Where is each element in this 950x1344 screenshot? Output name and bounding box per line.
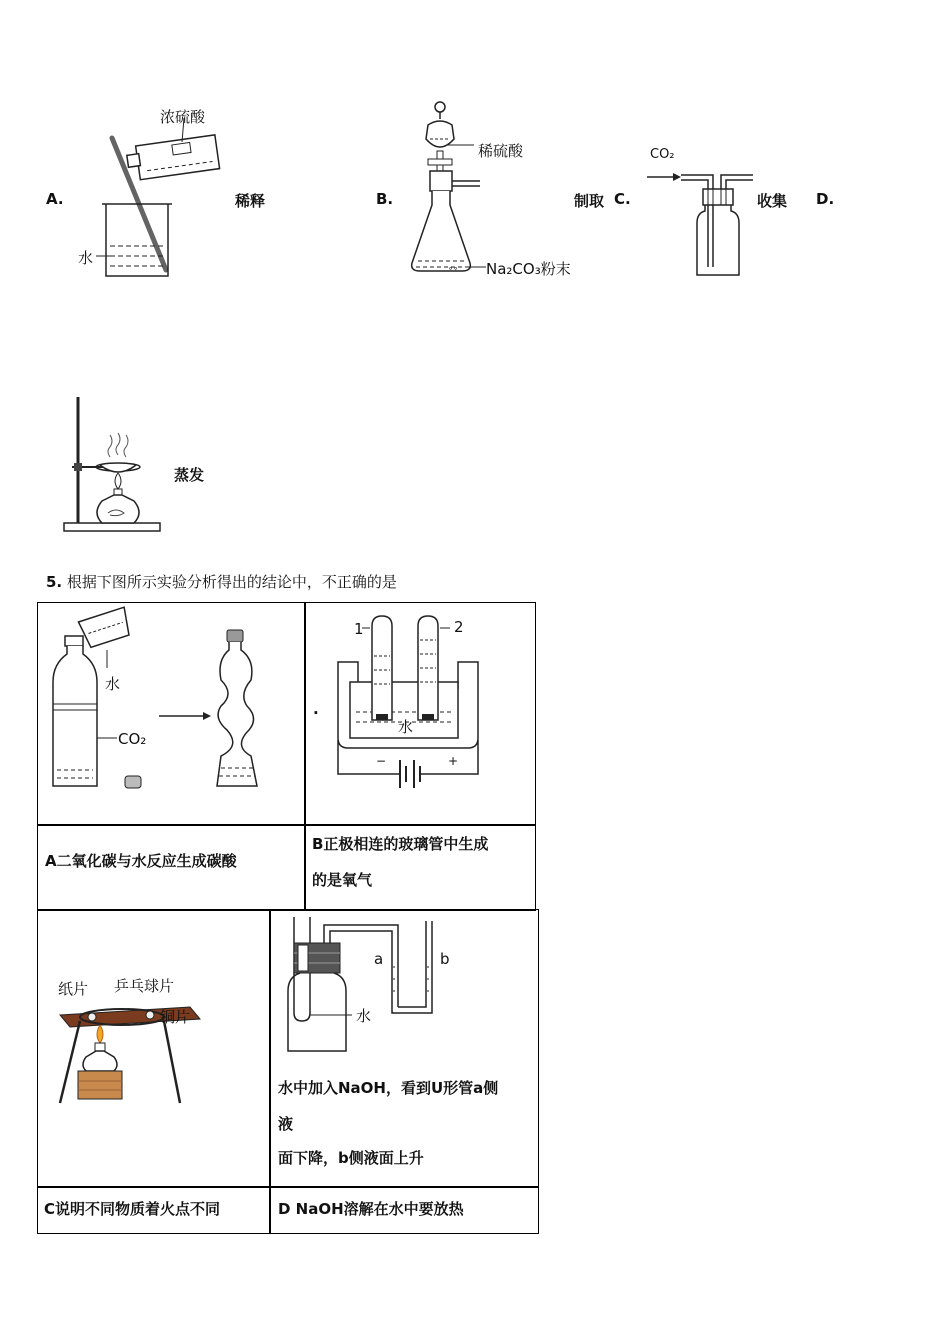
option-c-letter: C. (614, 190, 631, 208)
water-label-table-d: 水 (356, 1007, 372, 1025)
u-tube-figure (280, 915, 450, 1060)
dilute-acid-label: 稀硫酸 (478, 142, 524, 160)
option-b-letter: B. (376, 190, 394, 208)
stray-dot: . (313, 700, 319, 718)
description-d-line1: 水中加入NaOH，看到U形管a侧 (278, 1079, 499, 1097)
option-a-letter: A. (46, 190, 64, 208)
conclusion-c: C说明不同物质着火点不同 (44, 1200, 221, 1218)
copper-label: 铜片 (160, 1008, 191, 1026)
gas-collection-figure (645, 165, 760, 285)
option-a-action: 稀释 (235, 192, 266, 210)
gas-generation-figure (400, 95, 520, 285)
water-label-table-b: 水 (398, 718, 414, 736)
sodium-carbonate-label: Na₂CO₃粉末 (486, 260, 571, 278)
dilution-figure (70, 100, 230, 290)
option-d-letter: D. (816, 190, 835, 208)
conclusion-a: A二氧化碳与水反应生成碳酸 (45, 852, 237, 870)
question-5 (46, 571, 397, 592)
question-number: 5. (46, 573, 63, 591)
pingpong-label: 乒乓球片 (114, 977, 175, 995)
tube-1-label: 1 (354, 620, 364, 638)
negative-terminal: − (376, 754, 387, 768)
concentrated-acid-label: 浓硫酸 (160, 108, 206, 126)
paper-label: 纸片 (58, 980, 89, 998)
co2-bottle-figure (45, 606, 300, 816)
water-label-a: 水 (78, 249, 94, 267)
question-text: 根据下图所示实验分析得出的结论中，不正确的是 (66, 573, 397, 591)
evaporation-figure (60, 395, 170, 535)
conclusion-d: D NaOH溶解在水中要放热 (278, 1200, 464, 1218)
option-b-action: 制取 (574, 192, 605, 210)
description-d-line3: 面下降，b侧液面上升 (278, 1149, 424, 1167)
conclusion-b-line1: B正极相连的玻璃管中生成 (312, 835, 489, 853)
co2-label-c: CO₂ (650, 147, 675, 162)
description-d-line2: 液 (278, 1115, 294, 1133)
conclusion-b-line2: 的是氧气 (312, 871, 373, 889)
svg-text:∘∘: ∘∘ (448, 264, 459, 273)
co2-label-table-a: CO₂ (118, 730, 147, 748)
u-tube-b-label: b (440, 950, 450, 968)
electrolysis-figure (330, 610, 490, 800)
positive-terminal: + (448, 754, 459, 768)
option-d-action: 蒸发 (174, 466, 205, 484)
option-c-action: 收集 (757, 192, 788, 210)
tube-2-label: 2 (454, 618, 464, 636)
water-label-table-a: 水 (105, 675, 121, 693)
u-tube-a-label: a (374, 950, 384, 968)
